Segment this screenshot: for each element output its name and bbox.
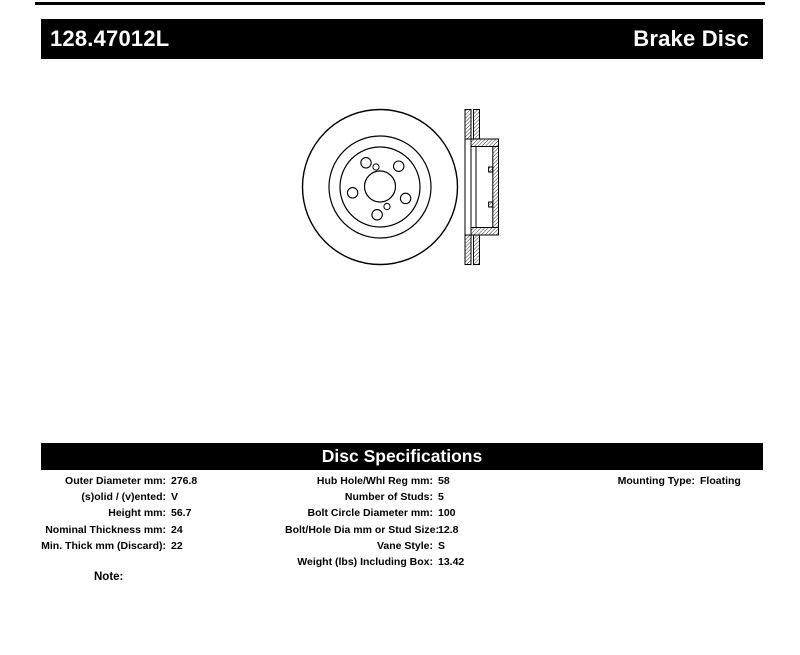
spec-row xyxy=(285,473,464,489)
hat-flange-section-top xyxy=(471,139,499,147)
spec-value: V xyxy=(171,491,179,504)
page-header-bar xyxy=(41,19,763,59)
spec-label: Hub Hole/Whl Reg mm: xyxy=(316,475,433,487)
inboard-plate-section-top xyxy=(474,110,480,140)
brake-disc-front-view xyxy=(303,110,458,265)
hat-flange-section-bottom xyxy=(471,228,499,236)
spec-value: Floating xyxy=(700,475,741,487)
spec-value: 5 xyxy=(438,491,444,504)
outboard-plate-section-bottom xyxy=(465,235,471,265)
product-name: Brake Disc xyxy=(633,26,749,51)
spec-row xyxy=(285,554,464,570)
spec-label: Nominal Thickness mm: xyxy=(45,523,166,536)
stud-hole xyxy=(394,161,404,171)
spec-label: Outer Diameter mm: xyxy=(65,475,166,487)
set-screw-hole xyxy=(384,203,390,209)
spec-label: (s)olid / (v)ented: xyxy=(81,491,166,504)
spec-row xyxy=(40,538,197,554)
spec-row xyxy=(40,505,197,521)
inboard-plate-section-bottom xyxy=(474,235,480,265)
spec-value: 56.7 xyxy=(171,507,192,520)
friction-surface-inner-edge xyxy=(329,136,431,238)
spec-section-title-bar xyxy=(41,443,763,470)
hub-register-step xyxy=(489,202,493,207)
spec-label: Bolt Circle Diameter mm: xyxy=(307,507,433,520)
spec-label: Min. Thick mm (Discard): xyxy=(41,539,166,552)
spec-value: 12.8 xyxy=(438,523,459,536)
disc-outer-edge xyxy=(303,110,458,265)
spec-row xyxy=(40,522,197,538)
spec-row xyxy=(40,489,197,505)
hat-mounting-face-section xyxy=(493,147,499,228)
spec-value: 13.42 xyxy=(438,556,465,569)
spec-value: 100 xyxy=(438,507,456,520)
spec-row xyxy=(285,505,464,521)
stud-hole xyxy=(372,210,382,220)
spec-label: Height mm: xyxy=(108,507,166,520)
hub-center-hole xyxy=(365,171,396,202)
hat-edge-circle xyxy=(340,147,420,227)
brake-disc-technical-drawing xyxy=(290,95,510,280)
stud-hole xyxy=(400,193,410,203)
spec-row xyxy=(285,522,464,538)
spec-column-left xyxy=(40,473,197,554)
spec-label: Vane Style: xyxy=(376,539,433,552)
part-number: 128.47012L xyxy=(50,26,170,51)
top-rule-line xyxy=(35,2,765,5)
spec-column-middle xyxy=(285,473,464,570)
stud-hole xyxy=(347,188,357,198)
spec-label: Number of Studs: xyxy=(344,491,433,504)
spec-column-right xyxy=(555,473,741,489)
spec-value: 22 xyxy=(171,539,183,552)
spec-row xyxy=(285,489,464,505)
spec-row xyxy=(40,473,197,489)
spec-value: 276.8 xyxy=(171,475,198,487)
note-label: Note: xyxy=(94,571,124,583)
spec-row xyxy=(285,538,464,554)
spec-value: S xyxy=(438,539,446,552)
spec-row xyxy=(555,473,741,489)
spec-label: Bolt/Hole Dia mm or Stud Size: xyxy=(285,523,440,536)
hub-register-step xyxy=(489,167,493,172)
spec-label: Mounting Type: xyxy=(617,475,695,487)
spec-label: Weight (lbs) Including Box: xyxy=(297,556,433,569)
stud-hole xyxy=(361,158,371,168)
set-screw-hole xyxy=(373,164,379,170)
outboard-plate-section-top xyxy=(465,110,471,140)
spec-section-title: Disc Specifications xyxy=(321,446,483,466)
spec-value: 58 xyxy=(438,475,450,487)
brake-disc-cross-section-view xyxy=(465,110,499,265)
spec-value: 24 xyxy=(171,523,183,536)
